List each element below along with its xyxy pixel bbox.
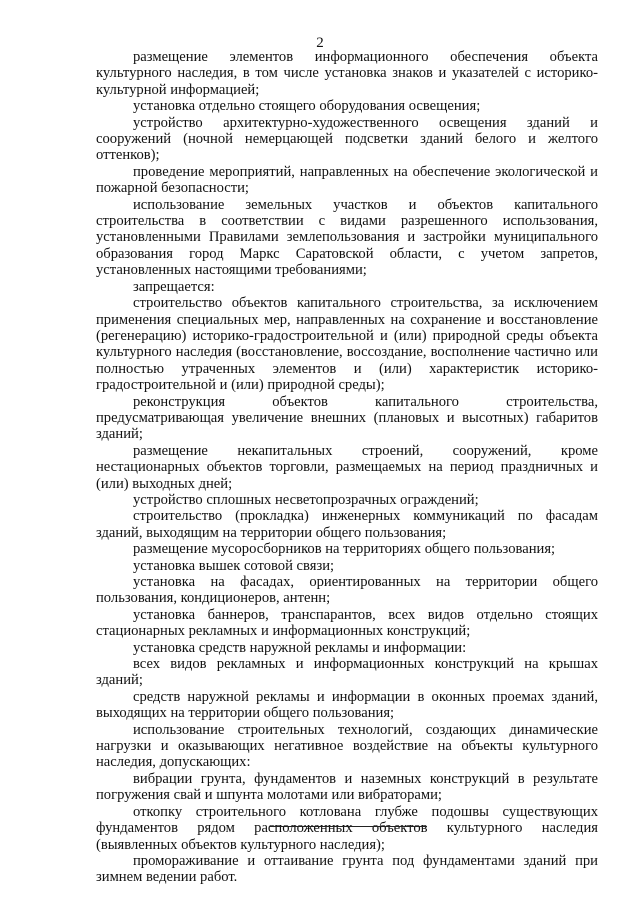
paragraph: установка средств наружной рекламы и информации: <box>133 639 467 656</box>
paragraph: вибрации грунта, фундаментов и наземных конструкций в результате погружения свай и шпунта молотами или вибраторами; <box>96 770 598 804</box>
paragraph: запрещается: <box>133 278 215 295</box>
paragraph: установка баннеров, транспарантов, всех видов отдельно стоящих стационарных рекламных и информационных конструкций; <box>96 606 598 640</box>
page-number: 2 <box>316 35 324 51</box>
document-body <box>96 49 598 886</box>
paragraph: размещение некапитальных строений, сооружений, кроме нестационарных объектов торговли, размещаемых на период праздничных и (или) выходных дней; <box>96 442 598 492</box>
paragraph: строительство объектов капитального строительства, за исключением применения специальных мер, направленных на сохранение и восстановление (регенерацию) историко-градостроительной и (или) природной среды объекта культурного наследия (восстановление, воссоздание, восполнение частично или полностью утраченных элементов и (или) характеристик историко-градостроительной и (или) природной среды); <box>96 295 598 394</box>
paragraph: использование земельных участков и объектов капитального строительства в соответствии с видами разрешенного использования, установленными Правилами землепользования и застройки муниципального образования город Маркс Саратовской области, с учетом запретов, установленных настоящими требованиями; <box>96 196 598 279</box>
paragraph: строительство (прокладка) инженерных коммуникаций по фасадам зданий, выходящим на территории общего пользования; <box>96 508 598 541</box>
paragraph: реконструкция объектов капитального строительства, предусматривающая увеличение внешних (плановых и высотных) габаритов зданий; <box>96 393 598 443</box>
paragraph: использование строительных технологий, создающих динамические нагрузки и оказывающих негативное воздействие на объекты культурного наследия, допускающих: <box>96 721 598 771</box>
paragraph: размещение элементов информационного обеспечения объекта культурного наследия, в том числе установка знаков и указателей с историко-культурной информацией; <box>96 49 598 98</box>
paragraph: установка на фасадах, ориентированных на территории общего пользования, кондиционеров, антенн; <box>96 574 598 607</box>
paragraph: всех видов рекламных и информационных конструкций на крышах зданий; <box>96 656 598 689</box>
paragraph: установка вышек сотовой связи; <box>133 557 335 574</box>
closing-rule <box>269 826 427 827</box>
paragraph: размещение мусоросборников на территориях общего пользования; <box>133 541 556 558</box>
paragraph: проведение мероприятий, направленных на обеспечение экологической и пожарной безопасности; <box>96 163 598 197</box>
paragraph: средств наружной рекламы и информации в оконных проемах зданий, выходящих на территории общего пользования; <box>96 688 598 722</box>
paragraph: промораживание и оттаивание грунта под фундаментами зданий при зимнем ведении работ. <box>96 852 598 886</box>
paragraph: откопку строительного котлована глубже подошвы существующих фундаментов рядом расположенных объектов культурного наследия (выявленных объектов культурного наследия); <box>96 803 598 853</box>
paragraph: устройство сплошных несветопрозрачных ограждений; <box>133 491 479 508</box>
paragraph: устройство архитектурно-художественного освещения зданий и сооружений (ночной немерцающей подсветки зданий белого и желтого оттенков); <box>96 114 598 164</box>
paragraph: установка отдельно стоящего оборудования освещения; <box>133 98 481 115</box>
